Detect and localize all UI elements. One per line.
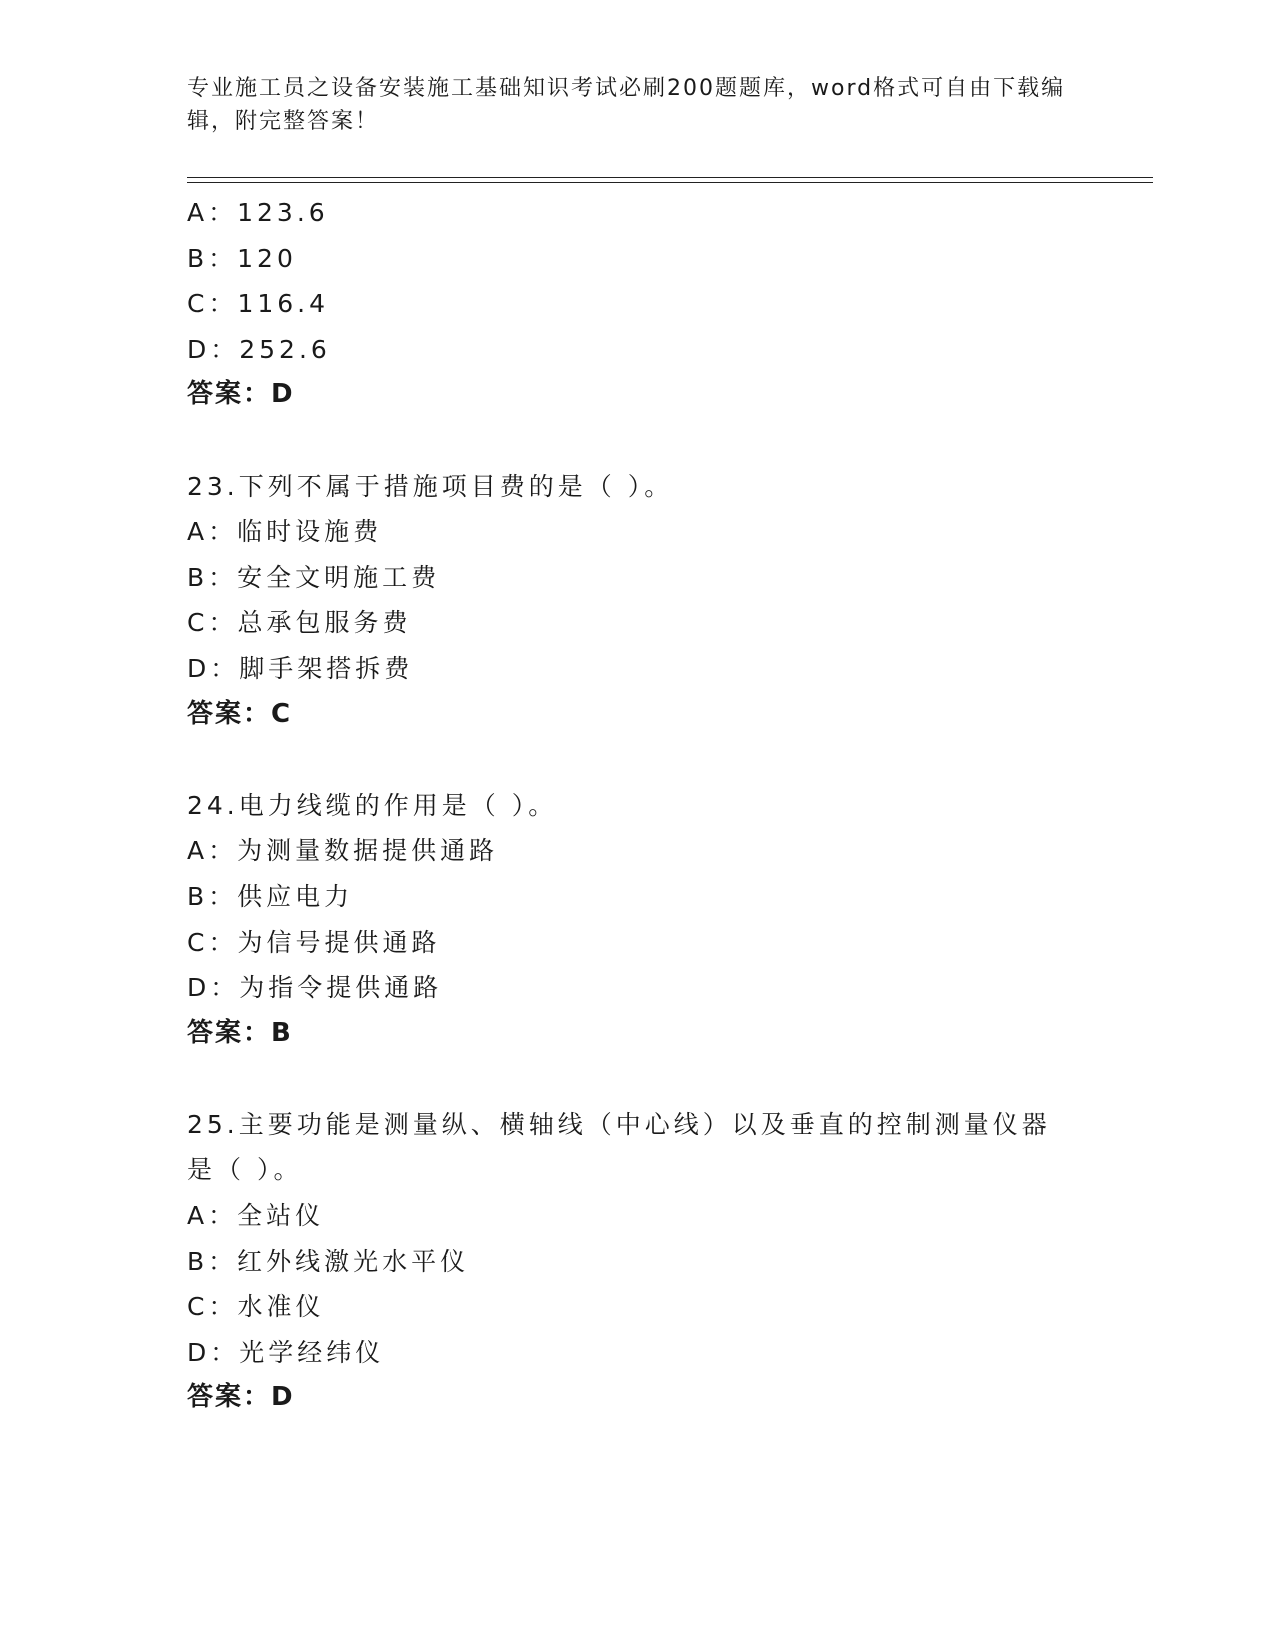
spacer [187,1056,1087,1102]
header-divider-top [187,177,1153,178]
option-d: D：252.6 [187,334,331,364]
answer: 答案：D [187,1382,295,1413]
option-c: C：总承包服务费 [187,608,412,638]
question-23 [187,464,1087,738]
spacer [187,418,1087,464]
option-b: B：供应电力 [187,881,354,911]
option-a: A：临时设施费 [187,517,383,547]
option-b: B：120 [187,243,297,273]
option-d: D：脚手架搭拆费 [187,653,414,683]
option-b: B：安全文明施工费 [187,562,441,592]
option-a: A：123.6 [187,198,329,227]
question-text: 25.主要功能是测量纵、横轴线（中心线）以及垂直的控制测量仪器是（ ）。 [187,1109,1051,1185]
spacer [187,737,1087,783]
header-divider-bottom [187,182,1153,183]
option-c: C：116.4 [187,289,330,319]
option-b: B：红外线激光水平仪 [187,1246,470,1276]
option-a: A：为测量数据提供通路 [187,836,499,866]
document-header: 专业施工员之设备安装施工基础知识考试必刷200题题库，word格式可自由下载编辑，附完整答案！ [187,76,1066,134]
question-list [187,190,1087,1421]
question-25 [187,1102,1087,1421]
question-22 [187,190,1087,418]
option-c: C：为信号提供通路 [187,927,441,957]
answer: 答案：B [187,1017,293,1048]
option-a: A：全站仪 [187,1201,325,1231]
answer: 答案：C [187,698,293,729]
question-24 [187,783,1087,1057]
option-d: D：为指令提供通路 [187,973,443,1003]
option-c: C：水准仪 [187,1292,325,1322]
question-text: 23.下列不属于措施项目费的是（ ）。 [187,471,674,501]
option-d: D：光学经纬仪 [187,1337,385,1367]
question-text: 24.电力线缆的作用是（ ）。 [187,790,558,820]
answer: 答案：D [187,379,295,410]
